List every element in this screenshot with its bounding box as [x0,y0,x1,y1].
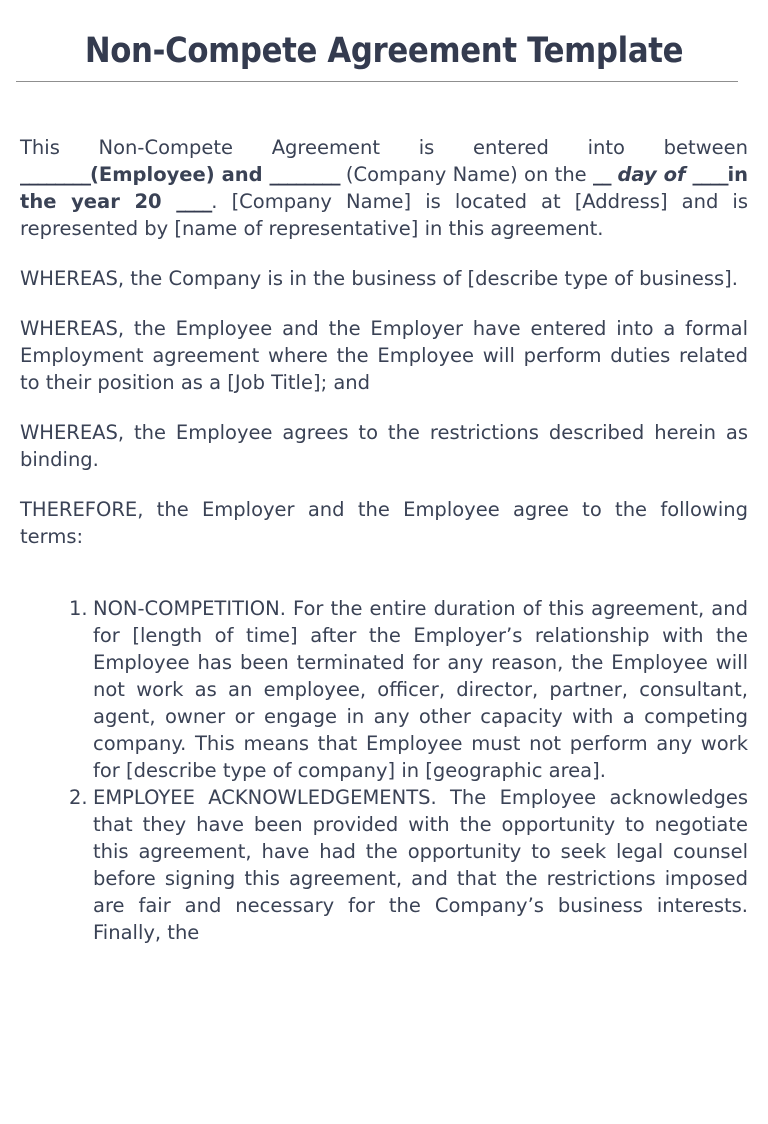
blank-day: __ [593,163,611,187]
term-body: The Employee acknowledges that they have been provided with the opportunity to negotiate this agreement, have had the opportunity to seek legal counsel before signing this agreement, and that the restrictions imposed are fair and necessary for the Company’s business interests. Finally, the [93,786,749,945]
intro-text-2: (Employee) and [90,163,270,187]
intro-text-4: day of [610,163,693,187]
paragraph-therefore: THEREFORE, the Employer and the Employee agree to the following terms: [20,498,748,549]
intro-text-6: . [Company Name] is located at [Address] and is represented by [name of representative] in this agreement. [20,190,748,241]
page-title: Non-Compete Agreement Template [84,31,684,71]
term-heading: EMPLOYEE ACKNOWLEDGEMENTS. [93,786,437,810]
intro-text-5: in the year 20 [20,163,749,214]
paragraph-whereas-2: WHEREAS, the Employee and the Employer have entered into a formal Employment agreement where the Employee will perform duties related to their position as a [Job Title]; and [20,317,748,395]
paragraph-whereas-1: WHEREAS, the Company is in the business of [describe type of business]. [20,267,738,291]
term-heading: NON-COMPETITION. [93,597,286,621]
document-body [20,82,748,946]
term-body: For the entire duration of this agreement, and for [length of time] after the Employer’s relationship with the Employee has been terminated for any reason, the Employee will not work as an employee, officer, director, partner, consultant, agent, owner or engage in any other capacity with a competing company. This means that Employee must not perform any work for [describe type of company] in [geographic area]. [93,597,748,783]
intro-text-3: (Company Name) on the [339,163,594,187]
blank-year: ____ [176,190,212,214]
terms-list [20,595,748,946]
term-item-employee-acknowledgements [69,784,748,946]
blank-company-name: ________ [269,163,340,187]
blank-month: ____ [692,163,728,187]
blank-employee-name: ________ [20,163,90,187]
term-item-non-competition [69,595,748,784]
paragraph-whereas-3: WHEREAS, the Employee agrees to the restrictions described herein as binding. [20,421,748,472]
paragraph-intro [20,134,748,242]
intro-text-1: This Non-Compete Agreement is entered into between [20,136,748,160]
